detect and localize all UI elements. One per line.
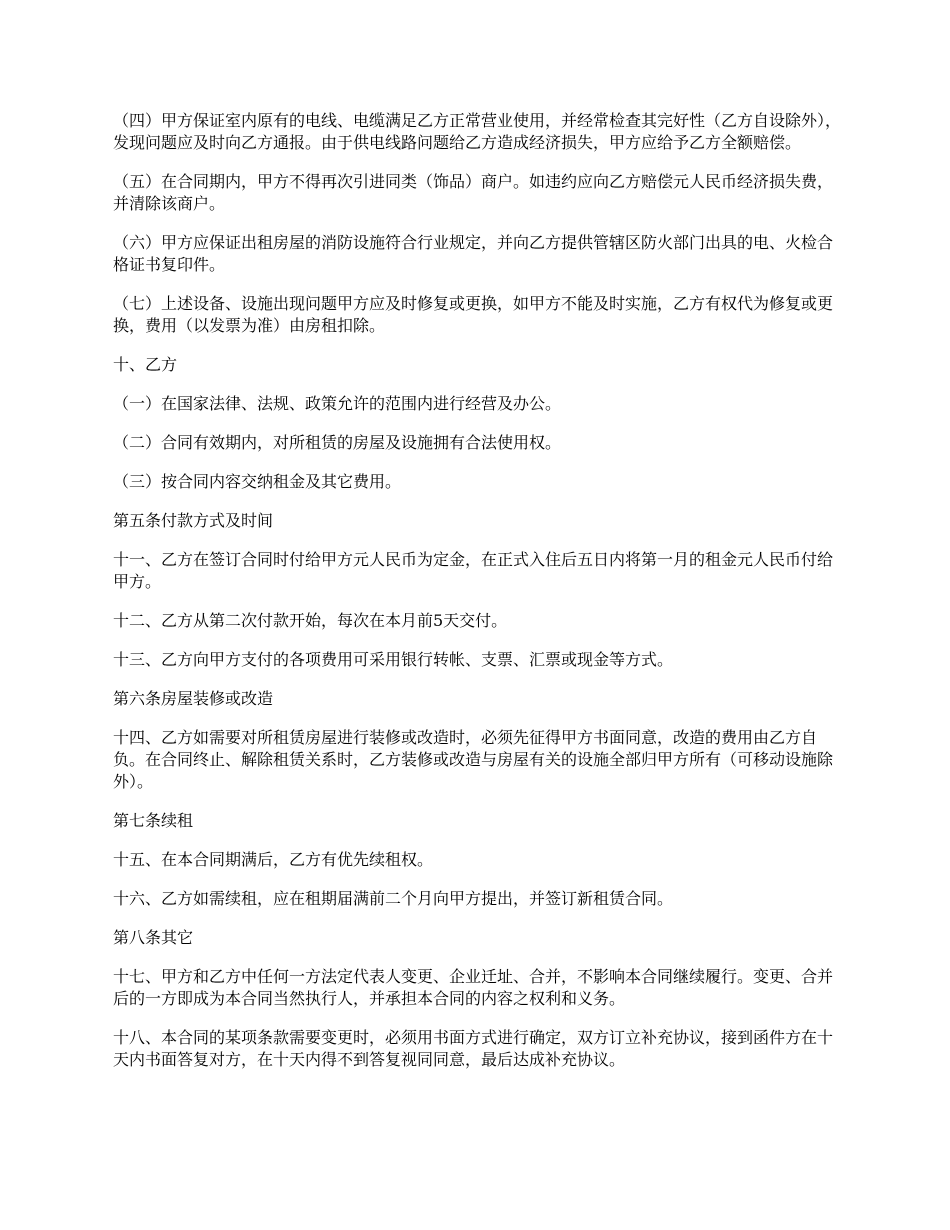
clause-16: 十六、乙方如需续租，应在租期届满前二个月向甲方提出，并签订新租赁合同。	[113, 889, 674, 908]
clause-paragraph-5: （五）在合同期内，甲方不得再次引进同类（饰品）商户。如违约应向乙方赔偿元人民币经济损失费，并清除该商户。	[113, 172, 834, 213]
clause-paragraph-4: （四）甲方保证室内原有的电线、电缆满足乙方正常营业使用，并经常检查其完好性（乙方自设除外），发现问题应及时向乙方通报。由于供电线路问题给乙方造成经济损失，甲方应给予乙方全额赔偿。	[113, 111, 842, 152]
article-7-heading: 第七条续租	[113, 811, 194, 830]
clause-paragraph-7: （七）上述设备、设施出现问题甲方应及时修复或更换，如甲方不能及时实施，乙方有权代为修复或更换，费用（以发票为准）由房租扣除。	[113, 294, 834, 335]
party-b-item-3: （三）按合同内容交纳租金及其它费用。	[113, 472, 402, 491]
clause-17: 十七、甲方和乙方中任何一方法定代表人变更、企业迁址、合并，不影响本合同继续履行。变更、合并后的一方即成为本合同当然执行人，并承担本合同的内容之权利和义务。	[113, 967, 834, 1008]
article-8-heading: 第八条其它	[113, 928, 194, 947]
article-6-heading: 第六条房屋装修或改造	[113, 689, 274, 708]
section-heading-party-b: 十、乙方	[113, 355, 178, 374]
clause-15: 十五、在本合同期满后，乙方有优先续租权。	[113, 850, 434, 869]
party-b-item-1: （一）在国家法律、法规、政策允许的范围内进行经营及办公。	[113, 394, 562, 413]
clause-12: 十二、乙方从第二次付款开始，每次在本月前5天交付。	[113, 611, 508, 630]
party-b-item-2: （二）合同有效期内，对所租赁的房屋及设施拥有合法使用权。	[113, 433, 562, 452]
clause-11: 十一、乙方在签订合同时付给甲方元人民币为定金，在正式入住后五日内将第一月的租金元人民币付给甲方。	[113, 550, 834, 591]
clause-paragraph-6: （六）甲方应保证出租房屋的消防设施符合行业规定，并向乙方提供管辖区防火部门出具的电、火检合格证书复印件。	[113, 233, 834, 274]
clause-13: 十三、乙方向甲方支付的各项费用可采用银行转帐、支票、汇票或现金等方式。	[113, 650, 674, 669]
document-body	[113, 110, 845, 1088]
clause-18: 十八、本合同的某项条款需要变更时，必须用书面方式进行确定，双方订立补充协议，接到函件方在十天内书面答复对方，在十天内得不到答复视同同意，最后达成补充协议。	[113, 1028, 834, 1069]
clause-14: 十四、乙方如需要对所租赁房屋进行装修或改造时，必须先征得甲方书面同意，改造的费用由乙方自负。在合同终止、解除租赁关系时，乙方装修或改造与房屋有关的设施全部归甲方所有（可移动设施除外）。	[113, 728, 834, 791]
article-5-heading: 第五条付款方式及时间	[113, 511, 274, 530]
